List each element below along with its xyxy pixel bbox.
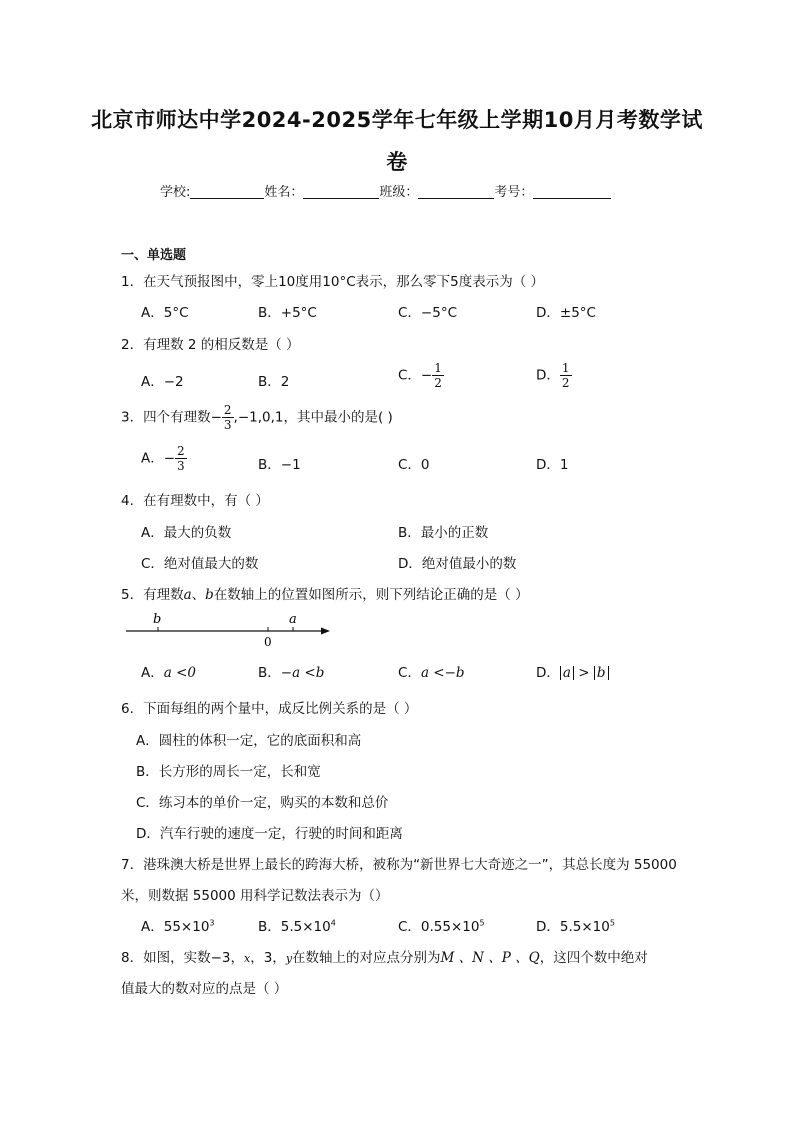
q1-option-b: B．+5°C	[258, 305, 317, 321]
q7-option-b-exp: 4	[330, 918, 336, 928]
q1-option-c: C．−5°C	[398, 305, 458, 321]
q4-option-b: B．最小的正数	[398, 525, 489, 541]
axis-label-zero: 0	[264, 635, 272, 649]
number-label: 考号：	[494, 185, 534, 200]
q5-option-b-expr: −a <b	[280, 665, 325, 681]
q2-option-d	[536, 361, 572, 390]
q3-option-c: C．0	[398, 457, 430, 473]
name-blank	[303, 184, 379, 199]
question-8-line1	[121, 946, 648, 966]
q6-option-d: D．汽车行驶的速度一定，行驶的时间和距离	[136, 826, 403, 842]
q3-option-a-fraction	[175, 444, 187, 473]
q3-option-b: B．−1	[258, 457, 301, 473]
q7-option-c-base: C．0.55×10	[398, 919, 480, 935]
number-blank	[533, 184, 611, 199]
q5-option-c	[398, 661, 465, 681]
q5-option-d-prefix: D．	[536, 665, 560, 681]
name-label: 姓名：	[264, 185, 304, 200]
question-3-text	[121, 403, 393, 432]
q7-option-c	[398, 915, 485, 935]
class-label: 班级：	[379, 185, 419, 200]
q2-option-a: A．−2	[141, 374, 184, 390]
q7-option-c-exp: 5	[479, 918, 485, 928]
q7-option-d-base: D．5.5×10	[536, 919, 610, 935]
q5-option-b-prefix: B．	[258, 665, 281, 681]
q3-suffix: ,−1,0,1，其中最小的是( )	[233, 409, 393, 426]
number-line-arrow	[321, 628, 330, 635]
q2-option-c	[398, 361, 444, 390]
question-2-text: 2．有理数 2 的相反数是（ ）	[121, 337, 300, 353]
q3-numerator: 2	[223, 403, 232, 417]
q8-prefix: 8．如图，实数−3，	[121, 950, 244, 966]
q2-c-denominator: 2	[434, 376, 442, 390]
q3-option-d: D．1	[536, 457, 569, 473]
section-heading: 一、单选题	[121, 248, 187, 263]
question-7-line1: 7．港珠澳大桥是世界上最长的跨海大桥，被称为“新世界七大奇迹之一”，其总长度为 55000	[121, 857, 677, 873]
q3-option-a-prefix: A．−	[141, 450, 176, 467]
q8-suffix: 在数轴上的对应点分别为	[292, 950, 441, 966]
q5-option-d-gt: >	[573, 665, 594, 681]
q1-option-a: A．5°C	[141, 305, 189, 321]
question-6-text: 6．下面每组的两个量中，成反比例关系的是（ ）	[121, 701, 418, 717]
q5-option-d	[536, 661, 609, 681]
q4-option-c: C．绝对值最大的数	[141, 556, 259, 572]
q7-option-d-exp: 5	[609, 918, 615, 928]
q2-d-denominator: 2	[561, 376, 570, 390]
q5-option-a	[141, 661, 196, 681]
q5-option-a-prefix: A．	[141, 665, 164, 681]
q5-option-b	[258, 661, 324, 681]
q6-option-b: B．长方形的周长一定，长和宽	[136, 764, 321, 780]
q2-option-c-fraction	[432, 361, 444, 390]
q2-option-d-fraction	[560, 361, 572, 390]
q4-option-d: D．绝对值最小的数	[398, 556, 517, 572]
question-7-line2: 米，则数据 55000 用科学记数法表示为（）	[121, 888, 389, 904]
q7-option-a-base: A．55×10	[141, 919, 210, 935]
exam-title-line1: 北京市师达中学2024-2025学年七年级上学期10月月考数学试	[91, 108, 703, 132]
q5-suffix: 在数轴上的位置如图所示，则下列结论正确的是（ ）	[213, 587, 529, 603]
q8-var-y: y	[285, 952, 293, 965]
q8-line1-end: ，这四个数中绝对	[539, 950, 648, 966]
q3-denominator: 3	[223, 418, 232, 432]
q8-points: M 、N 、P 、Q	[440, 950, 540, 966]
q8-var-x: x	[244, 952, 251, 965]
q3-prefix: 3．四个有理数−	[121, 409, 222, 426]
q7-option-b	[258, 915, 336, 935]
q2-option-b: B．2	[258, 374, 290, 390]
school-label: 学校:	[160, 185, 191, 200]
q1-option-d: D．±5°C	[536, 305, 596, 321]
q5-sep: 、	[191, 587, 206, 603]
question-5-text	[121, 583, 529, 603]
q7-option-d	[536, 915, 615, 935]
class-blank	[418, 184, 494, 199]
q2-d-numerator: 1	[561, 361, 570, 375]
q5-option-c-prefix: C．	[398, 665, 421, 681]
q4-option-a: A．最大的负数	[141, 525, 232, 541]
q6-option-c: C．练习本的单价一定，购买的本数和总价	[136, 795, 389, 811]
q5-option-c-expr: a <−b	[420, 665, 465, 681]
q5-option-a-expr: a <0	[163, 665, 196, 681]
q3-option-a	[141, 444, 187, 473]
axis-label-b: b	[153, 612, 162, 627]
q5-option-d-abs-b: b	[594, 666, 609, 680]
q5-prefix: 5．有理数	[121, 587, 184, 603]
axis-label-a: a	[289, 612, 297, 627]
number-line-figure	[122, 608, 334, 650]
exam-title-line2: 卷	[386, 150, 408, 174]
q2-c-numerator: 1	[434, 361, 442, 375]
question-8-line2: 值最大的数对应的点是（ ）	[121, 981, 288, 997]
question-1-text: 1．在天气预报图中，零上10度用10°C表示，那么零下5度表示为（ ）	[121, 274, 545, 290]
q5-var-b: b	[205, 587, 214, 603]
q5-var-a: a	[183, 587, 192, 603]
school-blank	[190, 184, 264, 199]
q5-option-d-abs-a: a	[560, 666, 574, 680]
q3-a-denominator: 3	[177, 459, 185, 473]
student-info-row	[160, 181, 611, 200]
q2-option-d-prefix: D．	[536, 367, 560, 384]
q7-option-a	[141, 915, 215, 935]
q3-a-numerator: 2	[177, 444, 185, 458]
q7-option-b-base: B．5.5×10	[258, 919, 331, 935]
q2-option-c-prefix: C．−	[398, 367, 433, 384]
q3-fraction	[222, 403, 234, 432]
q7-option-a-exp: 3	[209, 918, 215, 928]
q8-mid: ，3，	[250, 950, 286, 966]
q6-option-a: A．圆柱的体积一定，它的底面积和高	[136, 733, 362, 749]
question-4-text: 4．在有理数中，有（ ）	[121, 493, 269, 509]
